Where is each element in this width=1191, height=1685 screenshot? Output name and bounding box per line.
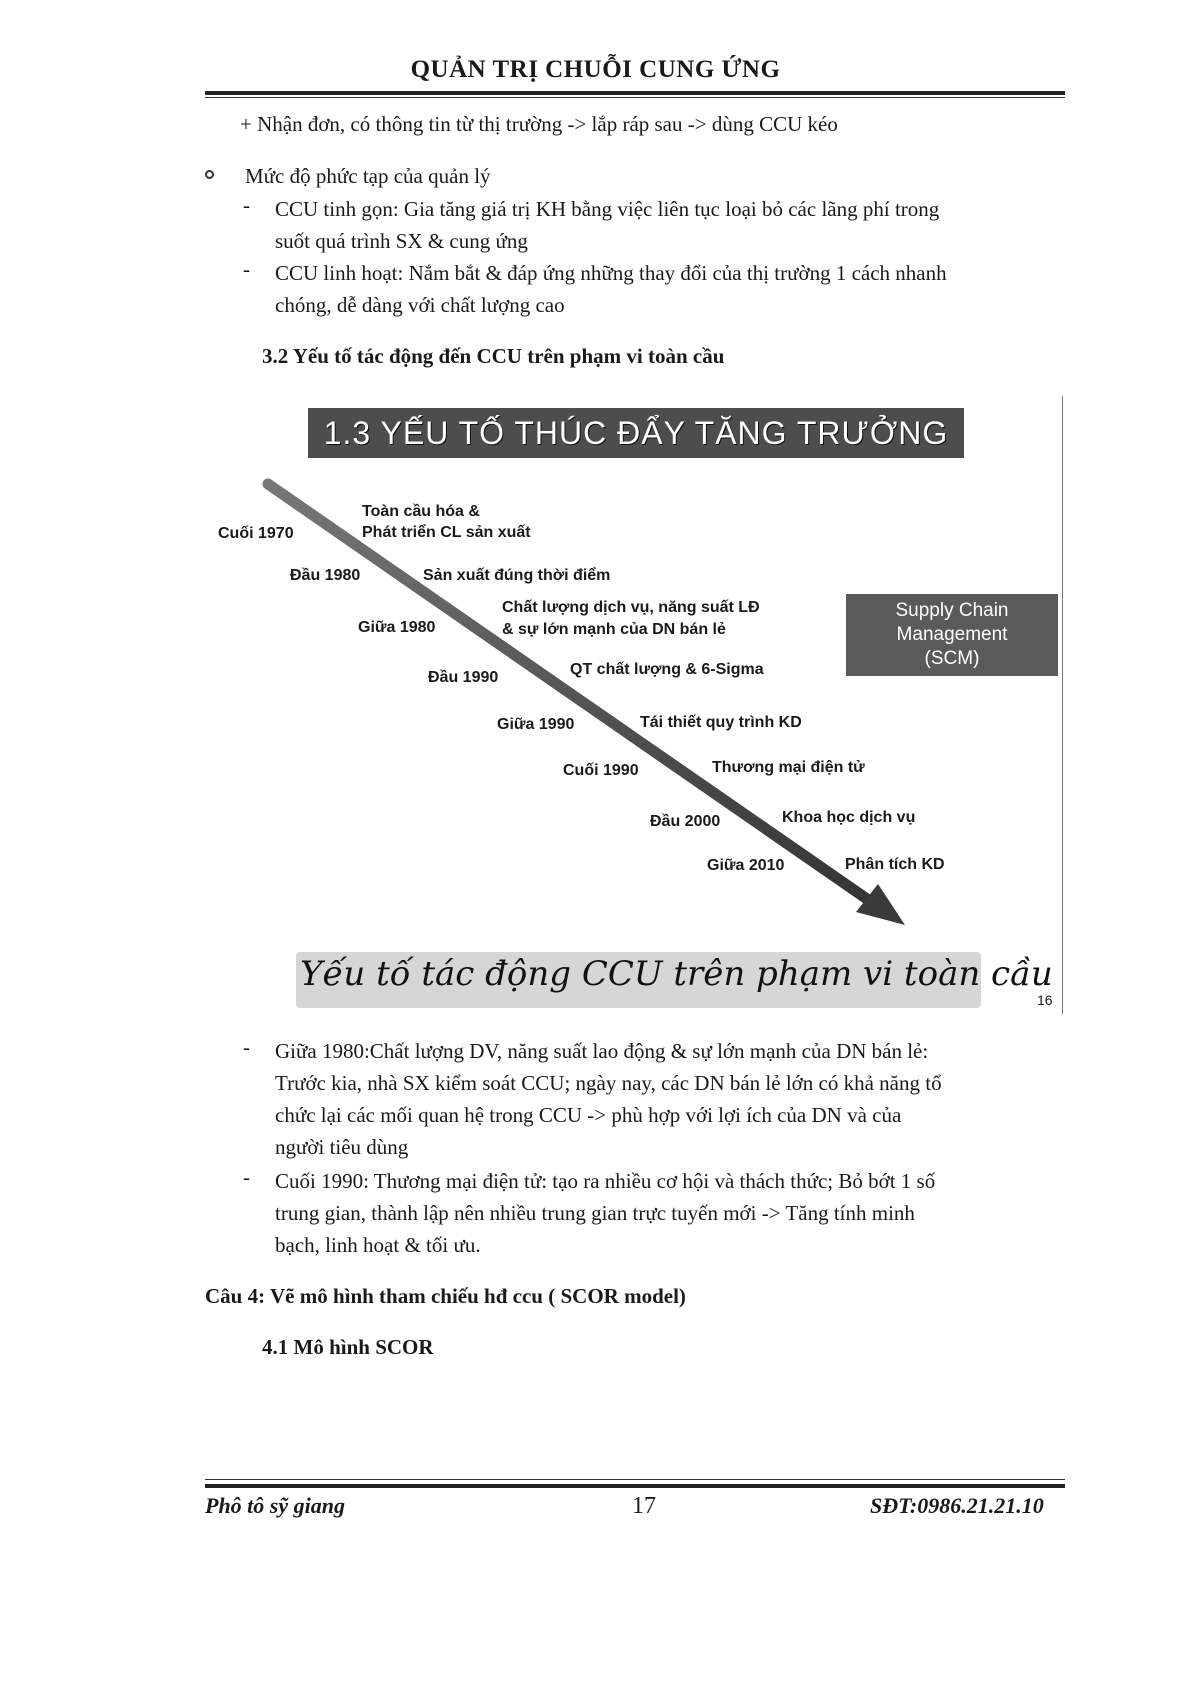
dash-marker: - <box>243 257 250 281</box>
scm-box <box>846 594 1058 676</box>
timeline-factor: & sự lớn mạnh của DN bán lẻ <box>502 621 726 638</box>
question-4-heading: Câu 4: Vẽ mô hình tham chiếu hđ ccu ( SCOR model) <box>205 1284 686 1308</box>
bullet-label: Mức độ phức tạp của quản lý <box>245 164 491 188</box>
paragraph-2-line1: Cuối 1990: Thương mại điện tử: tạo ra nhiều cơ hội và thách thức; Bỏ bớt 1 số <box>275 1169 936 1193</box>
paragraph-1-line4: người tiêu dùng <box>275 1135 409 1159</box>
timeline-factor: Khoa học dịch vụ <box>782 809 916 826</box>
dash-marker: - <box>243 193 250 217</box>
timeline-period: Đầu 1980 <box>290 567 361 584</box>
paragraph-1-line2: Trước kia, nhà SX kiểm soát CCU; ngày nay, các DN bán lẻ lớn có khả năng tổ <box>275 1071 942 1095</box>
scm-line-1: Supply Chain <box>895 600 1009 621</box>
timeline-period: Đầu 2000 <box>650 813 721 830</box>
footer-rule <box>205 1484 1065 1488</box>
paragraph-1-line1: Giữa 1980:Chất lượng DV, năng suất lao động & sự lớn mạnh của DN bán lẻ: <box>275 1039 929 1063</box>
slide-title: 1.3 YẾU TỐ THÚC ĐẨY TĂNG TRƯỞNG <box>308 408 964 458</box>
timeline-period: Đầu 1990 <box>428 669 499 686</box>
timeline-factor: Phát triển CL sản xuất <box>362 524 531 541</box>
timeline-factor: Tái thiết quy trình KD <box>640 714 802 731</box>
footer-rule-thin <box>205 1479 1065 1480</box>
timeline-factor: Chất lượng dịch vụ, năng suất LĐ <box>502 599 760 616</box>
text-line-order: + Nhận đơn, có thông tin từ thị trường -> lắp ráp sau -> dùng CCU kéo <box>240 112 838 136</box>
slide-banner-text: Yếu tố tác động CCU trên phạm vi toàn cầu <box>300 954 1053 994</box>
section-heading-3-2: 3.2 Yếu tố tác động đến CCU trên phạm vi toàn cầu <box>262 344 725 368</box>
timeline-period: Giữa 1980 <box>358 619 436 636</box>
bullet-item-1-line2: suốt quá trình SX & cung ứng <box>275 229 528 253</box>
dash-marker: - <box>243 1165 250 1189</box>
paragraph-2-line2: trung gian, thành lập nên nhiều trung gian trực tuyến mới -> Tăng tính minh <box>275 1201 915 1225</box>
timeline-factor: QT chất lượng & 6-Sigma <box>570 661 764 678</box>
timeline-factor: Sản xuất đúng thời điểm <box>423 567 611 584</box>
scm-line-2: Management <box>896 624 1008 645</box>
timeline-period: Cuối 1990 <box>563 762 639 779</box>
paragraph-1-line3: chức lại các mối quan hệ trong CCU -> phù hợp với lợi ích của DN và của <box>275 1103 902 1127</box>
paragraph-2-line3: bạch, linh hoạt & tối ưu. <box>275 1233 481 1257</box>
timeline-period: Giữa 1990 <box>497 716 575 733</box>
section-heading-4-1: 4.1 Mô hình SCOR <box>262 1335 434 1359</box>
scm-line-3: (SCM) <box>924 648 980 669</box>
timeline-factor: Thương mại điện tử <box>712 759 865 776</box>
page-number: 17 <box>632 1493 656 1519</box>
bullet-item-2-line2: chóng, dễ dàng với chất lượng cao <box>275 293 565 317</box>
timeline-factor: Toàn cầu hóa & <box>362 503 480 520</box>
bullet-item-2-line1: CCU linh hoạt: Nắm bắt & đáp ứng những thay đổi của thị trường 1 cách nhanh <box>275 261 947 285</box>
page-header-title: QUẢN TRỊ CHUỖI CUNG ỨNG <box>410 56 781 83</box>
dash-marker: - <box>243 1035 250 1059</box>
timeline-period: Giữa 2010 <box>707 857 785 874</box>
bullet-item-1-line1: CCU tinh gọn: Gia tăng giá trị KH bằng việc liên tục loại bỏ các lãng phí trong <box>275 197 940 221</box>
slide-number: 16 <box>1037 992 1053 1008</box>
timeline-period: Cuối 1970 <box>218 525 294 542</box>
footer-left: Phô tô sỹ giang <box>205 1493 345 1518</box>
footer-right: SĐT:0986.21.21.10 <box>870 1493 1044 1518</box>
timeline-factor: Phân tích KD <box>845 856 945 873</box>
